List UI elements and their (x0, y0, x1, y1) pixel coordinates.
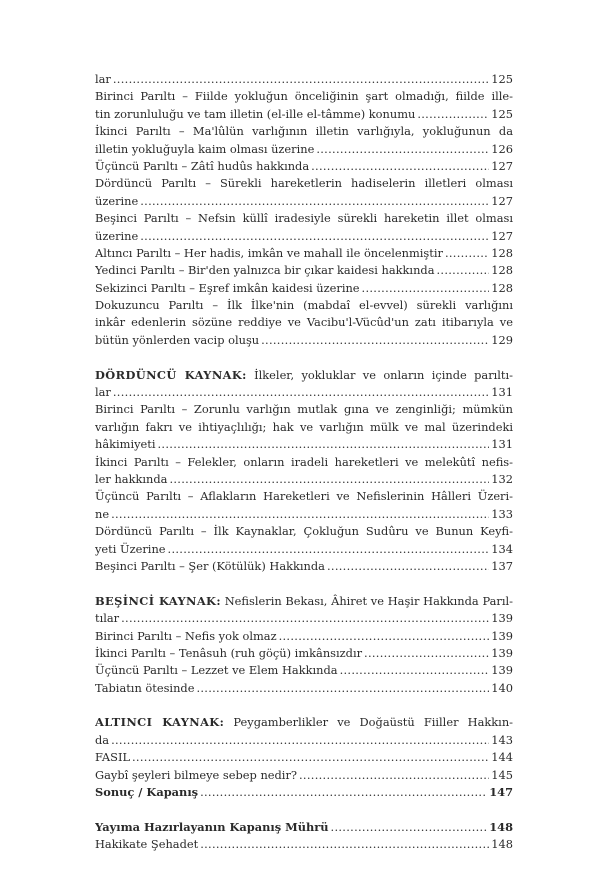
toc-entry-title: tin zorunluluğu ve tam illetin (el-ille el-tâmme) konumu (95, 106, 416, 121)
page-number: 128 (491, 263, 513, 278)
line-text: Dokuzuncu Parıltı – İlk İlke'nin (mabdaî el-evvel) sürekli varlığını (95, 298, 513, 313)
toc-entry-title: Hakikate Şehadet (95, 837, 199, 852)
toc-entry (95, 836, 513, 853)
toc-entry-title: Yayıma Hazırlayanın Kapanış Mührü (95, 819, 329, 834)
toc-entry-title: ne (95, 506, 110, 521)
toc-text-line (95, 123, 513, 140)
toc-entry-title: tılar (95, 611, 120, 626)
dot-leader (311, 158, 489, 175)
line-text: Nefislerin Bekası, Âhiret ve Haşir Hakkında Parıl- (224, 593, 513, 608)
toc-section (95, 819, 513, 854)
page-number: 140 (491, 680, 513, 695)
toc-entry (95, 228, 513, 245)
section-gap (95, 801, 513, 818)
section-label: BEŞİNCİ KAYNAK: (95, 593, 221, 608)
page-number: 126 (491, 141, 513, 156)
toc-text-line (95, 297, 513, 314)
toc-text-line (95, 314, 513, 331)
toc-text-line (95, 454, 513, 471)
page-number: 131 (491, 437, 513, 452)
page-number: 139 (491, 611, 513, 626)
toc-entry (95, 558, 513, 575)
toc-entry (95, 662, 513, 679)
toc-entry-title: üzerine (95, 228, 139, 243)
toc-entry-title: bütün yönlerden vacip oluşu (95, 332, 260, 347)
toc-entry-title: hâkimiyeti (95, 437, 156, 452)
dot-leader (316, 141, 489, 158)
toc-section (95, 593, 513, 697)
page-number: 143 (491, 732, 513, 747)
toc-entry (95, 819, 513, 836)
page-number: 134 (491, 541, 513, 556)
toc-entry (95, 645, 513, 662)
page-number: 127 (491, 228, 513, 243)
dot-leader (113, 384, 489, 401)
toc-entry-title: FASIL (95, 750, 131, 765)
toc-entry-title: Üçüncü Parıltı – Zâtî hudûs hakkında (95, 158, 310, 173)
line-text: İkinci Parıltı – Felekler, onların iradeli hareketleri ve melekûtî nefis- (95, 454, 513, 469)
dot-leader (111, 506, 489, 523)
section-gap (95, 349, 513, 366)
dot-leader (364, 645, 489, 662)
line-text: Beşinci Parıltı – Nefsin küllî iradesiyle sürekli hareketin illet olması (95, 211, 513, 226)
table-of-contents (95, 71, 513, 854)
page-number: 148 (491, 837, 513, 852)
page-number: 145 (491, 767, 513, 782)
toc-section (95, 714, 513, 801)
page-number: 133 (491, 506, 513, 521)
toc-text-line (95, 419, 513, 436)
toc-entry-title: Üçüncü Parıltı – Lezzet ve Elem Hakkında (95, 663, 338, 678)
toc-entry (95, 749, 513, 766)
page-number: 139 (491, 645, 513, 660)
toc-entry (95, 680, 513, 697)
toc-entry-title: Sekizinci Parıltı – Eşref imkân kaidesi üzerine (95, 280, 360, 295)
dot-leader (132, 749, 489, 766)
toc-text-line (95, 210, 513, 227)
toc-entry-title: ler hakkında (95, 471, 168, 486)
dot-leader (158, 436, 490, 453)
toc-entry-title: illetin yokluğuyla kaim olması üzerine (95, 141, 315, 156)
toc-entry (95, 158, 513, 175)
toc-entry-title: lar (95, 72, 111, 86)
dot-leader (200, 836, 489, 853)
toc-entry-title: da (95, 732, 110, 747)
toc-entry-title: üzerine (95, 193, 139, 208)
toc-entry (95, 732, 513, 749)
page-number: 128 (491, 245, 513, 260)
dot-leader (279, 628, 490, 645)
toc-entry (95, 245, 513, 262)
page-number: 129 (491, 332, 513, 347)
page-number: 127 (491, 193, 513, 208)
toc-entry-title: Tabiatın ötesinde (95, 680, 195, 695)
toc-text-line (95, 175, 513, 192)
toc-entry (95, 193, 513, 210)
toc-section (95, 367, 513, 576)
toc-text-line (95, 523, 513, 540)
page-number: 144 (491, 750, 513, 765)
page-number: 139 (491, 663, 513, 678)
toc-text-line (95, 593, 513, 610)
dot-leader (299, 767, 489, 784)
line-text: Dördüncü Parıltı – Sürekli hareketlerin hadiselerin illetleri olması (95, 176, 513, 191)
dot-leader (340, 662, 490, 679)
dot-leader (261, 332, 489, 349)
line-text: Birinci Parıltı – Fiilde yokluğun önceliğinin şart olmadığı, fiilde ille- (95, 89, 513, 104)
toc-entry (95, 767, 513, 784)
toc-text-line (95, 401, 513, 418)
toc-entry-title: Sonuç / Kapanış (95, 785, 199, 800)
section-gap (95, 697, 513, 714)
toc-entry-title: lar (95, 385, 111, 400)
dot-leader (331, 819, 488, 836)
toc-entry (95, 628, 513, 645)
page-number: 147 (489, 785, 513, 800)
toc-entry-title: Altıncı Parıltı – Her hadis, imkân ve mahall ile öncelenmiştir (95, 245, 443, 260)
page-number: 128 (491, 280, 513, 295)
toc-entry (95, 471, 513, 488)
line-text: Dördüncü Parıltı – İlk Kaynaklar, Çokluğun Sudûru ve Bunun Keyfi- (95, 524, 513, 539)
toc-entry (95, 506, 513, 523)
toc-entry (95, 141, 513, 158)
page-number: 148 (489, 819, 513, 834)
dot-leader (140, 228, 489, 245)
dot-leader (168, 541, 490, 558)
toc-entry (95, 610, 513, 627)
toc-entry-title: yeti Üzerine (95, 541, 166, 556)
toc-entry-title: Birinci Parıltı – Nefis yok olmaz (95, 628, 277, 643)
dot-leader (169, 471, 489, 488)
page-number: 131 (491, 385, 513, 400)
toc-entry (95, 384, 513, 401)
page-number: 125 (491, 106, 513, 121)
toc-entry (95, 541, 513, 558)
toc-text-line (95, 488, 513, 505)
dot-leader (113, 71, 489, 88)
toc-text-line (95, 88, 513, 105)
page-number: 139 (491, 628, 513, 643)
toc-text-line (95, 367, 513, 384)
line-text: Üçüncü Parıltı – Aflakların Hareketleri ve Nefislerinin Hâlleri Üzeri- (95, 489, 513, 504)
dot-leader (200, 784, 487, 801)
dot-leader (196, 680, 489, 697)
toc-entry (95, 280, 513, 297)
section-gap (95, 575, 513, 592)
toc-text-line (95, 714, 513, 731)
toc-entry (95, 332, 513, 349)
toc-section (95, 71, 513, 349)
line-text: inkâr edenlerin sözüne reddiye ve Vacibu'l-Vücûd'un zatı itibarıyla ve (95, 315, 513, 330)
toc-entry-title: Yedinci Parıltı – Bir'den yalnızca bir çıkar kaidesi hakkında (95, 263, 435, 278)
page-number: 125 (491, 72, 513, 86)
toc-entry (95, 71, 513, 88)
dot-leader (111, 732, 489, 749)
dot-leader (445, 245, 489, 262)
section-label: DÖRDÜNCÜ KAYNAK: (95, 367, 247, 382)
toc-entry-title: İkinci Parıltı – Tenâsuh (ruh göçü) imkânsızdır (95, 645, 363, 660)
dot-leader (140, 193, 489, 210)
toc-entry (95, 262, 513, 279)
page-number: 137 (491, 558, 513, 573)
dot-leader (121, 610, 489, 627)
dot-leader (362, 280, 490, 297)
line-text: İkinci Parıltı – Ma'lûlün varlığının illetin varlığıyla, yokluğunun da (95, 124, 513, 139)
page-number: 127 (491, 158, 513, 173)
page-number: 132 (491, 471, 513, 486)
toc-entry (95, 436, 513, 453)
line-text: Birinci Parıltı – Zorunlu varlığın mutlak gına ve zenginliği; mümkün (95, 402, 513, 417)
toc-entry (95, 784, 513, 801)
toc-entry-title: Gaybî şeyleri bilmeye sebep nedir? (95, 767, 298, 782)
section-label: ALTINCI KAYNAK: (95, 715, 225, 730)
line-text: varlığın fakrı ve ihtiyaçlılığı; hak ve varlığın mülk ve mal üzerindeki (95, 419, 513, 434)
line-text: İlkeler, yokluklar ve onların içinde parıltı- (254, 367, 513, 382)
dot-leader (437, 262, 490, 279)
line-text: Peygamberlikler ve Doğaüstü Fiiller Hakkın- (233, 715, 513, 730)
dot-leader (327, 558, 489, 575)
toc-entry (95, 106, 513, 123)
dot-leader (417, 106, 489, 123)
toc-entry-title: Beşinci Parıltı – Şer (Kötülük) Hakkında (95, 558, 325, 573)
